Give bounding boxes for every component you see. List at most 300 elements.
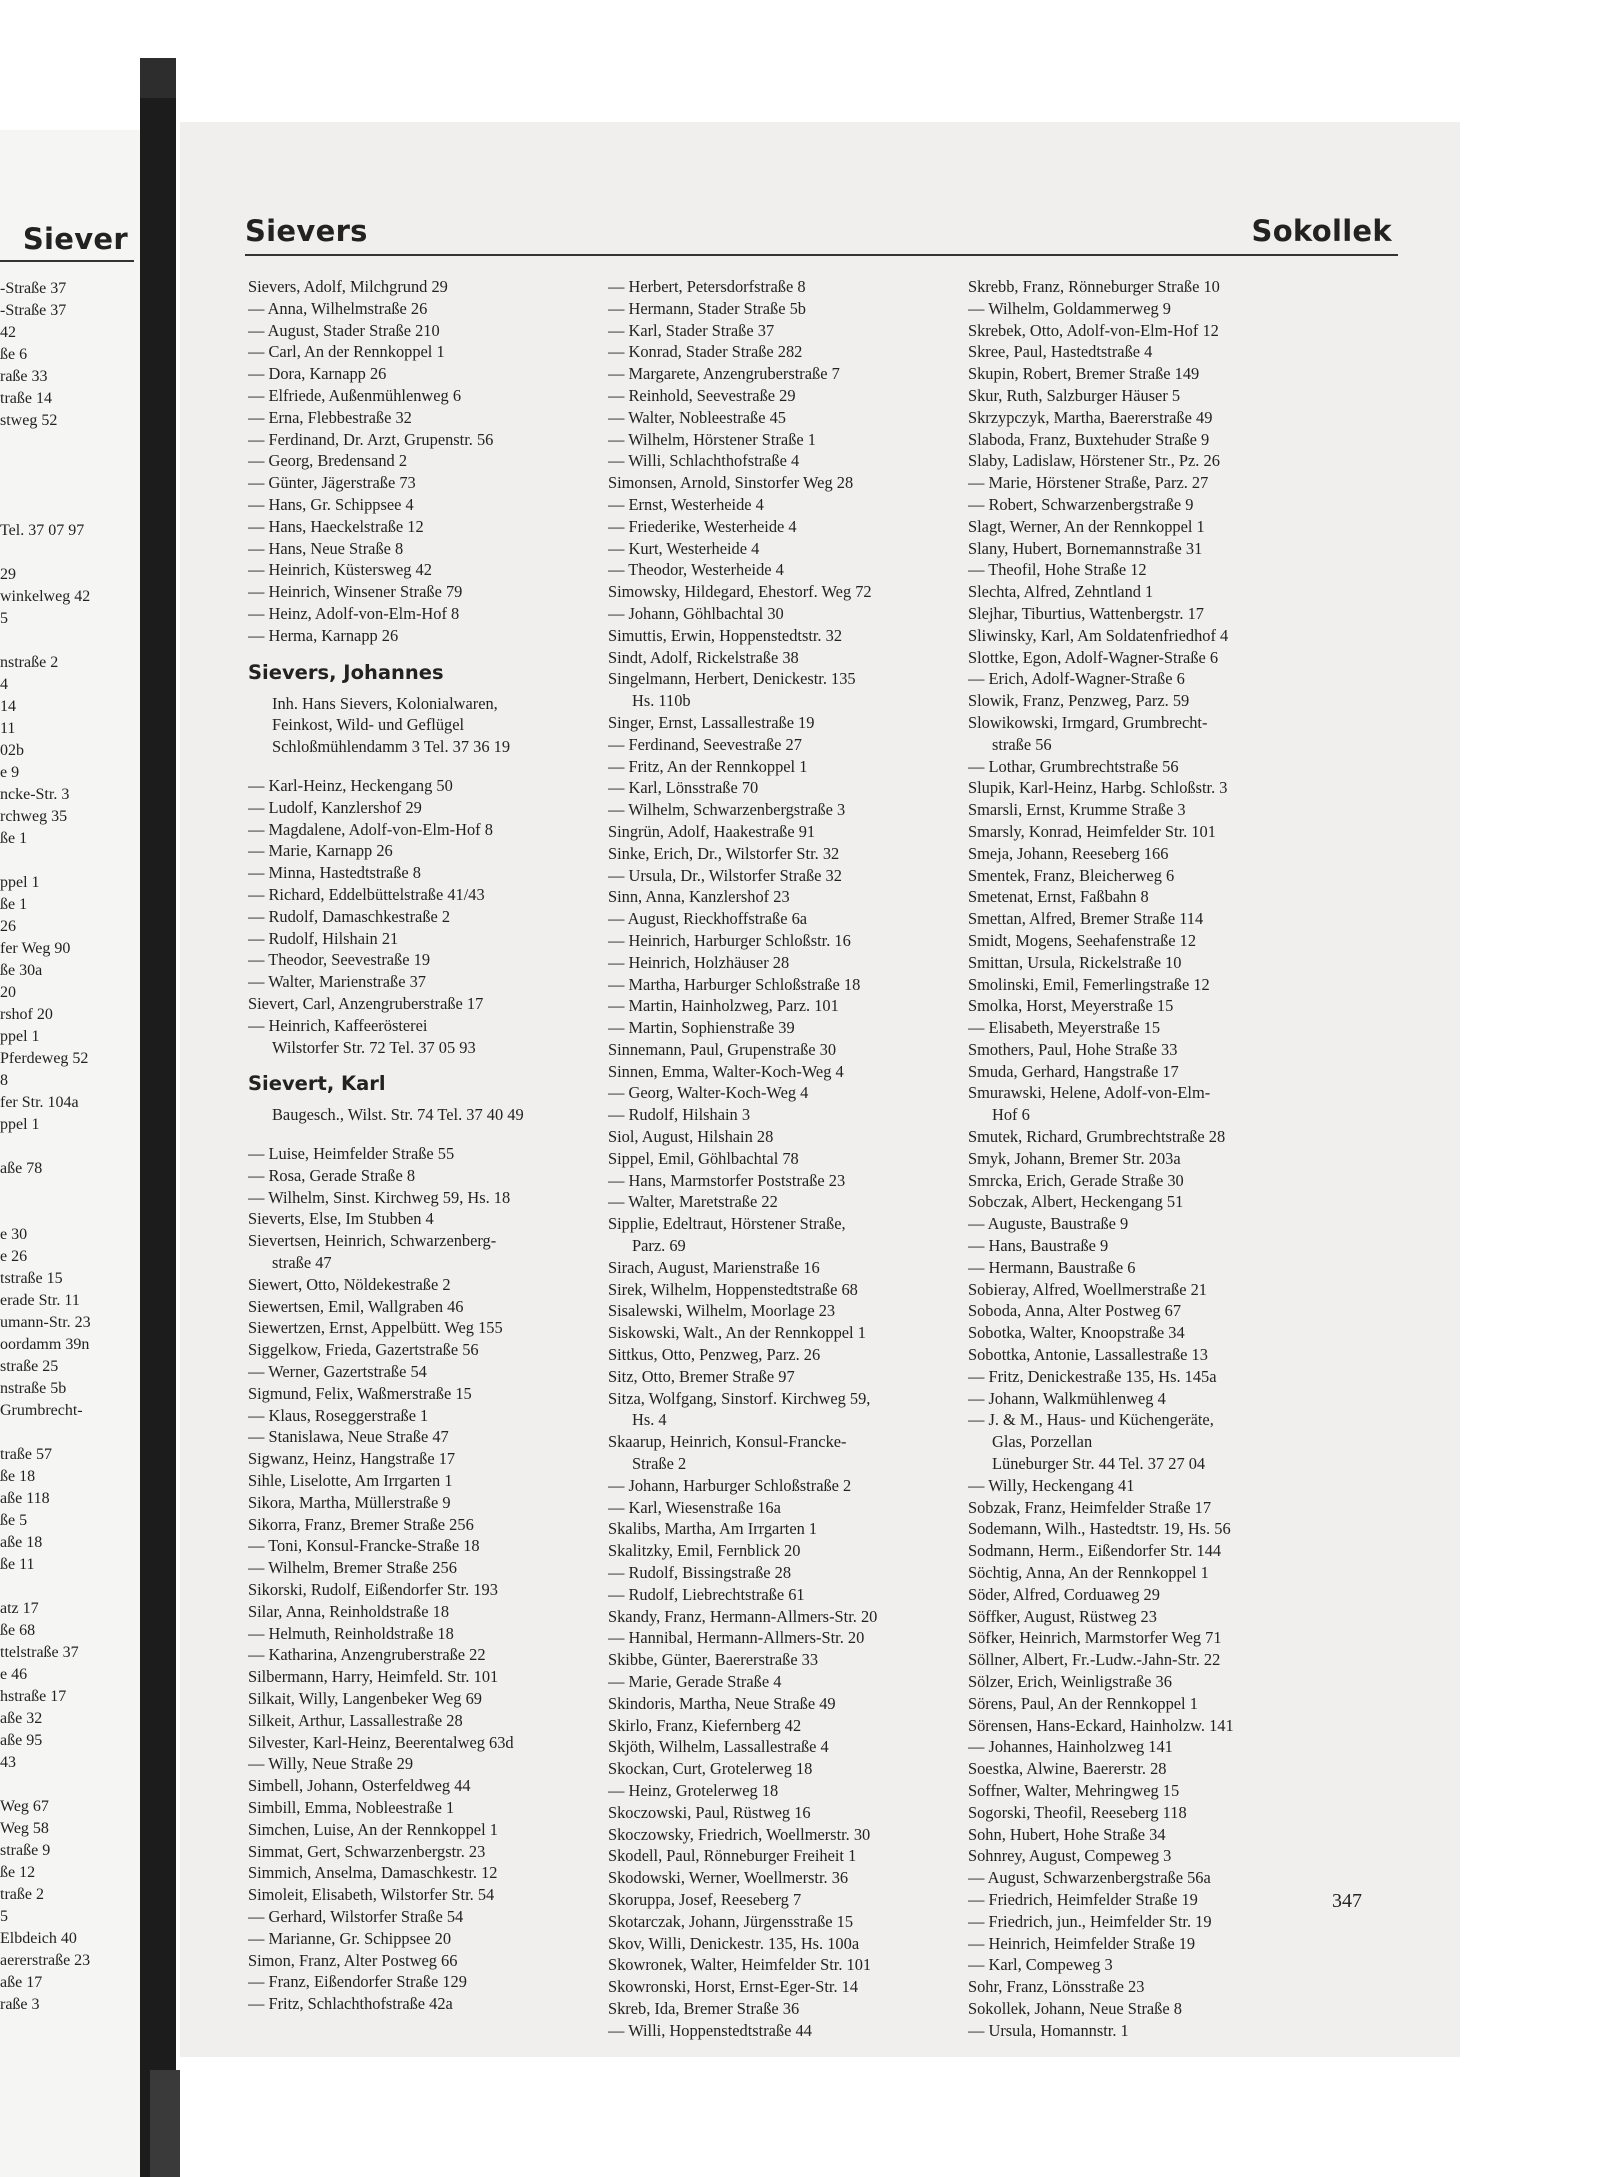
entry-continuation: Lüneburger Str. 44 Tel. 37 27 04 xyxy=(992,1454,1206,1474)
directory-entry: Siewertzen, Ernst, Appelbütt. Weg 155 xyxy=(248,1318,503,1338)
directory-entry: Söchtig, Anna, An der Rennkoppel 1 xyxy=(968,1563,1209,1583)
directory-entry: — Johann, Göhlbachtal 30 xyxy=(608,603,784,623)
previous-page-line: aße 95 xyxy=(0,1732,43,1749)
directory-entry: Skaarup, Heinrich, Konsul-Francke- xyxy=(608,1432,847,1452)
directory-entry: Silar, Anna, Reinholdstraße 18 xyxy=(248,1601,450,1621)
directory-entry: Skodell, Paul, Rönneburger Freiheit 1 xyxy=(608,1846,857,1866)
section-heading: Sievert, Karl xyxy=(248,1072,386,1096)
directory-entry: — Ernst, Westerheide 4 xyxy=(608,494,764,514)
directory-entry: Sigwanz, Heinz, Hangstraße 17 xyxy=(248,1449,456,1469)
directory-entry: Söfker, Heinrich, Marmstorfer Weg 71 xyxy=(968,1628,1222,1648)
directory-entry: — Karl, Lönsstraße 70 xyxy=(608,778,759,798)
previous-page-line: rchweg 35 xyxy=(0,808,68,825)
previous-page-line: fer Str. 104a xyxy=(0,1094,79,1111)
previous-page-line: Weg 58 xyxy=(0,1820,49,1837)
directory-entry: Sirach, August, Marienstraße 16 xyxy=(608,1257,820,1277)
directory-entry: — Willi, Schlachthofstraße 4 xyxy=(608,451,800,471)
header-left-keyword: Sievers xyxy=(245,214,368,248)
directory-entry: Sobottka, Antonie, Lassallestraße 13 xyxy=(968,1345,1208,1365)
header-right-keyword: Sokollek xyxy=(1251,214,1392,248)
previous-page-line: ppel 1 xyxy=(0,1116,40,1133)
directory-entry: Slowikowski, Irmgard, Grumbrecht- xyxy=(968,712,1208,732)
directory-entry: Smeja, Johann, Reeseberg 166 xyxy=(968,843,1169,863)
directory-entry: — Dora, Karnapp 26 xyxy=(248,364,387,384)
directory-entry: — Heinrich, Küstersweg 42 xyxy=(248,560,432,580)
directory-entry: Sitza, Wolfgang, Sinstorf. Kirchweg 59, xyxy=(608,1388,871,1408)
directory-entry: — Heinz, Grotelerweg 18 xyxy=(608,1780,779,1800)
directory-entry: Sievertsen, Heinrich, Schwarzenberg- xyxy=(248,1231,497,1251)
directory-entry: Simchen, Luise, An der Rennkoppel 1 xyxy=(248,1819,498,1839)
previous-page-line: ße 11 xyxy=(0,1556,35,1573)
previous-page-heading: Siever xyxy=(22,222,128,256)
directory-entry: — Ferdinand, Dr. Arzt, Grupenstr. 56 xyxy=(248,429,494,449)
directory-entry: Slany, Hubert, Bornemannstraße 31 xyxy=(968,538,1203,558)
directory-entry: Sikorski, Rudolf, Eißendorfer Str. 193 xyxy=(248,1580,498,1600)
directory-entry: Sirek, Wilhelm, Hoppenstedtstraße 68 xyxy=(608,1279,858,1299)
directory-entry: — Ludolf, Kanzlershof 29 xyxy=(248,797,422,817)
directory-entry: — Georg, Walter-Koch-Weg 4 xyxy=(608,1083,809,1103)
directory-entry: Sipplie, Edeltraut, Hörstener Straße, xyxy=(608,1214,846,1234)
previous-page-line xyxy=(0,498,136,520)
directory-entry: Sogorski, Theofil, Reeseberg 118 xyxy=(968,1802,1187,1822)
directory-entry: Skupin, Robert, Bremer Straße 149 xyxy=(968,364,1200,384)
directory-entry: Skoczowsky, Friedrich, Woellmerstr. 30 xyxy=(608,1824,871,1844)
directory-entry: — Walter, Maretstraße 22 xyxy=(608,1192,778,1212)
previous-page-line: raße 3 xyxy=(0,1996,40,2013)
directory-entry: Silkait, Willy, Langenbeker Weg 69 xyxy=(248,1689,482,1709)
directory-entry: Skrebb, Franz, Rönneburger Straße 10 xyxy=(968,277,1220,296)
directory-entry: Smarsly, Konrad, Heimfelder Str. 101 xyxy=(968,821,1216,841)
directory-entry: — Hans, Gr. Schippsee 4 xyxy=(248,494,414,514)
previous-page-line: aße 17 xyxy=(0,1974,43,1991)
directory-entry: — Hans, Marmstorfer Poststraße 23 xyxy=(608,1170,846,1190)
previous-page-line: aße 32 xyxy=(0,1710,43,1727)
directory-entry: Skowronski, Horst, Ernst-Eger-Str. 14 xyxy=(608,1977,859,1997)
directory-entry: — Walter, Nobleestraße 45 xyxy=(608,407,786,427)
previous-page-line xyxy=(0,1180,136,1202)
directory-entry: Silkeit, Arthur, Lassallestraße 28 xyxy=(248,1710,463,1730)
directory-entry: Skalitzky, Emil, Fernblick 20 xyxy=(608,1541,801,1561)
entry-continuation: Parz. 69 xyxy=(632,1236,686,1256)
directory-entry: Slechta, Alfred, Zehntland 1 xyxy=(968,582,1154,602)
directory-entry: — Johann, Walkmühlenweg 4 xyxy=(968,1388,1166,1408)
directory-entry: — Wilhelm, Sinst. Kirchweg 59, Hs. 18 xyxy=(248,1187,511,1207)
directory-entry: — Hermann, Stader Straße 5b xyxy=(608,298,807,318)
directory-entry: — Heinrich, Harburger Schloßstr. 16 xyxy=(608,930,851,950)
directory-entry: Skoczowski, Paul, Rüstweg 16 xyxy=(608,1802,811,1822)
directory-entry: Singer, Ernst, Lassallestraße 19 xyxy=(608,712,815,732)
directory-entry: Skockan, Curt, Grotelerweg 18 xyxy=(608,1759,813,1779)
directory-entry: Silvester, Karl-Heinz, Beerentalweg 63d xyxy=(248,1732,514,1752)
directory-entry: Skindoris, Martha, Neue Straße 49 xyxy=(608,1693,836,1713)
directory-entry: — Hans, Neue Straße 8 xyxy=(248,538,404,558)
directory-entry: — Heinz, Adolf-von-Elm-Hof 8 xyxy=(248,603,460,623)
directory-entry: — Georg, Bredensand 2 xyxy=(248,451,408,471)
entry-continuation: Hs. 110b xyxy=(632,691,691,711)
directory-entry: Slupik, Karl-Heinz, Harbg. Schloßstr. 3 xyxy=(968,778,1228,798)
directory-entry: — Heinrich, Heimfelder Straße 19 xyxy=(968,1933,1196,1953)
book-binding xyxy=(140,58,176,2177)
previous-page-line xyxy=(0,1774,136,1796)
directory-entry: Sitz, Otto, Bremer Straße 97 xyxy=(608,1366,795,1386)
directory-entry: Sigmund, Felix, Waßmerstraße 15 xyxy=(248,1383,472,1403)
directory-entry: Sisalewski, Wilhelm, Moorlage 23 xyxy=(608,1301,836,1321)
directory-entry: Skrebek, Otto, Adolf-von-Elm-Hof 12 xyxy=(968,320,1219,340)
previous-page-line xyxy=(0,432,136,454)
previous-page-line: 42 xyxy=(0,324,16,341)
previous-page-line: 11 xyxy=(0,720,16,737)
directory-entry: — Minna, Hastedtstraße 8 xyxy=(248,863,421,883)
directory-page xyxy=(180,122,1460,2057)
previous-page-line: rshof 20 xyxy=(0,1006,53,1023)
directory-entry: Silbermann, Harry, Heimfeld. Str. 101 xyxy=(248,1667,499,1687)
directory-entry: — Klaus, Roseggerstraße 1 xyxy=(248,1405,429,1425)
directory-entry: — Helmuth, Reinholdstraße 18 xyxy=(248,1623,454,1643)
directory-entry: — Anna, Wilhelmstraße 26 xyxy=(248,298,428,318)
directory-entry: — Hermann, Baustraße 6 xyxy=(968,1257,1136,1277)
directory-entry: — Wilhelm, Goldammerweg 9 xyxy=(968,298,1171,318)
directory-entry: Slagt, Werner, An der Rennkoppel 1 xyxy=(968,516,1205,536)
directory-entry: Skrzypczyk, Martha, Baererstraße 49 xyxy=(968,407,1213,427)
directory-entry: Sindt, Adolf, Rickelstraße 38 xyxy=(608,647,799,667)
directory-entry: Sieverts, Else, Im Stubben 4 xyxy=(248,1209,434,1229)
previous-page-line: raße 33 xyxy=(0,368,48,385)
previous-page-line: 5 xyxy=(0,1908,8,1925)
directory-entry: Slottke, Egon, Adolf-Wagner-Straße 6 xyxy=(968,647,1219,667)
directory-entry: Smettan, Alfred, Bremer Straße 114 xyxy=(968,909,1204,929)
directory-entry: Simon, Franz, Alter Postweg 66 xyxy=(248,1950,458,1970)
directory-entry: Singelmann, Herbert, Denickestr. 135 xyxy=(608,669,856,689)
directory-entry: — Ursula, Dr., Wilstorfer Straße 32 xyxy=(608,865,842,885)
directory-entry: Sohn, Hubert, Hohe Straße 34 xyxy=(968,1824,1166,1844)
previous-page-line: tstraße 15 xyxy=(0,1270,63,1287)
directory-column-1 xyxy=(248,276,601,2015)
entry-continuation: Straße 2 xyxy=(632,1454,687,1474)
directory-entry: — Franz, Eißendorfer Straße 129 xyxy=(248,1972,467,1992)
directory-entry: — Friedrich, jun., Heimfelder Str. 19 xyxy=(968,1911,1212,1931)
directory-entry: Sörensen, Hans-Eckard, Hainholzw. 141 xyxy=(968,1715,1234,1735)
previous-page-line: ße 1 xyxy=(0,830,28,847)
previous-page-header-rule xyxy=(0,260,134,262)
directory-entry: — Werner, Gazertstraße 54 xyxy=(248,1362,427,1382)
directory-entry: — Richard, Eddelbüttelstraße 41/43 xyxy=(248,884,485,904)
previous-page-line: 8 xyxy=(0,1072,8,1089)
directory-entry: Sievers, Adolf, Milchgrund 29 xyxy=(248,277,448,296)
directory-entry: — Martha, Harburger Schloßstraße 18 xyxy=(608,974,861,994)
previous-page-line: ße 30a xyxy=(0,962,43,979)
previous-page-line: ppel 1 xyxy=(0,1028,40,1045)
directory-entry: — Martin, Sophienstraße 39 xyxy=(608,1018,795,1038)
directory-entry: — Willy, Neue Straße 29 xyxy=(248,1754,414,1774)
previous-page-line: traße 14 xyxy=(0,390,52,407)
directory-entry: — Konrad, Stader Straße 282 xyxy=(608,342,803,362)
directory-entry: — Rudolf, Bissingstraße 28 xyxy=(608,1563,792,1583)
directory-entry: Sittkus, Otto, Penzweg, Parz. 26 xyxy=(608,1345,821,1365)
directory-entry: — Marie, Hörstener Straße, Parz. 27 xyxy=(968,473,1209,493)
directory-entry: Simowsky, Hildegard, Ehestorf. Weg 72 xyxy=(608,582,872,602)
directory-entry: — Luise, Heimfelder Straße 55 xyxy=(248,1144,455,1164)
directory-entry: — Marianne, Gr. Schippsee 20 xyxy=(248,1928,452,1948)
previous-page-line: ppel 1 xyxy=(0,874,40,891)
previous-page-line: aße 18 xyxy=(0,1534,43,1551)
directory-entry: — Johann, Harburger Schloßstraße 2 xyxy=(608,1475,852,1495)
previous-page-line xyxy=(0,1202,136,1224)
previous-page-line: ttelstraße 37 xyxy=(0,1644,79,1661)
directory-entry: Simbill, Emma, Nobleestraße 1 xyxy=(248,1798,455,1817)
entry-continuation: Hs. 4 xyxy=(632,1410,667,1430)
directory-entry: Söllner, Albert, Fr.-Ludw.-Jahn-Str. 22 xyxy=(968,1650,1221,1670)
previous-page-line: stweg 52 xyxy=(0,412,58,429)
directory-entry: — Theodor, Westerheide 4 xyxy=(608,560,784,580)
directory-entry: Simuttis, Erwin, Hoppenstedtstr. 32 xyxy=(608,625,843,645)
directory-entry: Smentek, Franz, Bleicherweg 6 xyxy=(968,865,1175,885)
previous-page-line: traße 2 xyxy=(0,1886,44,1903)
directory-entry: — Magdalene, Adolf-von-Elm-Hof 8 xyxy=(248,819,493,839)
previous-page-line: nstraße 2 xyxy=(0,654,59,671)
previous-page-line: aererstraße 23 xyxy=(0,1952,91,1969)
directory-entry: — Fritz, An der Rennkoppel 1 xyxy=(608,756,808,776)
directory-entry: Sobzak, Franz, Heimfelder Straße 17 xyxy=(968,1497,1212,1517)
previous-page-line: fer Weg 90 xyxy=(0,940,71,957)
directory-entry: — August, Stader Straße 210 xyxy=(248,320,440,340)
previous-page-line: ße 18 xyxy=(0,1468,36,1485)
directory-entry: Skowronek, Walter, Heimfelder Str. 101 xyxy=(608,1955,872,1975)
previous-page-line: 02b xyxy=(0,742,24,759)
directory-entry: — August, Rieckhoffstraße 6a xyxy=(608,909,808,929)
directory-entry: — Erna, Flebbestraße 32 xyxy=(248,407,412,427)
directory-entry: — Toni, Konsul-Francke-Straße 18 xyxy=(248,1536,480,1556)
previous-page-line: e 26 xyxy=(0,1248,28,1265)
previous-page-line xyxy=(0,1576,136,1598)
previous-page-line: -Straße 37 xyxy=(0,302,67,319)
directory-entry: Skotarczak, Johann, Jürgensstraße 15 xyxy=(608,1911,854,1931)
directory-entry: — Rudolf, Hilshain 3 xyxy=(608,1105,751,1125)
directory-entry: — Katharina, Anzengruberstraße 22 xyxy=(248,1645,486,1665)
previous-page-line xyxy=(0,454,136,476)
previous-page-line: aße 118 xyxy=(0,1490,50,1507)
header-rule xyxy=(245,254,1398,256)
directory-entry: — Heinrich, Kaffeerösterei xyxy=(248,1015,428,1035)
entry-spacer xyxy=(248,1126,601,1143)
directory-entry: — Rosa, Gerade Straße 8 xyxy=(248,1165,416,1185)
directory-entry: Smuda, Gerhard, Hangstraße 17 xyxy=(968,1061,1179,1081)
directory-entry: Smothers, Paul, Hohe Straße 33 xyxy=(968,1039,1178,1059)
directory-entry: — Ferdinand, Seevestraße 27 xyxy=(608,734,802,754)
directory-entry: — Hans, Baustraße 9 xyxy=(968,1236,1109,1256)
previous-page-line: ncke-Str. 3 xyxy=(0,786,70,803)
book-binding-bottom xyxy=(150,2070,180,2177)
directory-entry: — Stanislawa, Neue Straße 47 xyxy=(248,1427,449,1447)
directory-entry: — Reinhold, Seevestraße 29 xyxy=(608,385,796,405)
directory-entry: Sobotka, Walter, Knoopstraße 34 xyxy=(968,1323,1185,1343)
directory-entry: Soestka, Alwine, Baererstr. 28 xyxy=(968,1759,1167,1779)
directory-entry: — Heinrich, Winsener Straße 79 xyxy=(248,582,463,602)
directory-entry: Sikora, Martha, Müllerstraße 9 xyxy=(248,1492,451,1512)
previous-page-line: e 9 xyxy=(0,764,20,781)
directory-entry: — Rudolf, Hilshain 21 xyxy=(248,928,399,948)
previous-page-line xyxy=(0,630,136,652)
directory-entry: Sinnemann, Paul, Grupenstraße 30 xyxy=(608,1039,837,1059)
directory-entry: — Walter, Marienstraße 37 xyxy=(248,972,426,992)
directory-entry: — Karl, Stader Straße 37 xyxy=(608,320,775,340)
directory-entry: Sinke, Erich, Dr., Wilstorfer Str. 32 xyxy=(608,843,840,863)
directory-entry: Slejhar, Tiburtius, Wattenbergstr. 17 xyxy=(968,603,1204,623)
directory-entry: — Gerhard, Wilstorfer Straße 54 xyxy=(248,1906,464,1926)
directory-entry: Söffker, August, Rüstweg 23 xyxy=(968,1606,1157,1626)
directory-entry: — Hannibal, Hermann-Allmers-Str. 20 xyxy=(608,1628,865,1648)
directory-entry: — Johannes, Hainholzweg 141 xyxy=(968,1737,1173,1757)
directory-entry: — Friederike, Westerheide 4 xyxy=(608,516,797,536)
previous-page-line: ße 1 xyxy=(0,896,28,913)
directory-entry: — Marie, Karnapp 26 xyxy=(248,841,393,861)
entry-continuation: Baugesch., Wilst. Str. 74 Tel. 37 40 49 xyxy=(272,1105,524,1125)
directory-entry: Sobieray, Alfred, Woellmerstraße 21 xyxy=(968,1279,1208,1299)
directory-entry: — Willy, Heckengang 41 xyxy=(968,1475,1135,1495)
previous-page-line: Elbdeich 40 xyxy=(0,1930,77,1947)
previous-page-line: aße 78 xyxy=(0,1160,43,1177)
directory-entry: Soboda, Anna, Alter Postweg 67 xyxy=(968,1301,1182,1321)
directory-entry: — Carl, An der Rennkoppel 1 xyxy=(248,342,445,362)
entry-continuation: Schloßmühlendamm 3 Tel. 37 36 19 xyxy=(272,737,511,757)
directory-entry: Skur, Ruth, Salzburger Häuser 5 xyxy=(968,385,1181,405)
directory-entry: — Herbert, Petersdorfstraße 8 xyxy=(608,277,806,296)
directory-entry: — Fritz, Denickestraße 135, Hs. 145a xyxy=(968,1366,1217,1386)
previous-page-line: oordamm 39n xyxy=(0,1336,90,1353)
directory-entry: — Lothar, Grumbrechtstraße 56 xyxy=(968,756,1179,776)
directory-entry: — Theofil, Hohe Straße 12 xyxy=(968,560,1147,580)
directory-entry: Skibbe, Günter, Baererstraße 33 xyxy=(608,1650,819,1670)
previous-page-line: Pferdeweg 52 xyxy=(0,1050,89,1067)
directory-entry: — Auguste, Baustraße 9 xyxy=(968,1214,1129,1234)
directory-entry: Slaby, Ladislaw, Hörstener Str., Pz. 26 xyxy=(968,451,1220,471)
directory-entry: Sörens, Paul, An der Rennkoppel 1 xyxy=(968,1693,1198,1713)
directory-entry: Smutek, Richard, Grumbrechtstraße 28 xyxy=(968,1127,1226,1147)
directory-entry: — Günter, Jägerstraße 73 xyxy=(248,473,416,493)
previous-page-line: atz 17 xyxy=(0,1600,39,1617)
directory-entry: — Martin, Hainholzweg, Parz. 101 xyxy=(608,996,839,1016)
directory-entry: Simmat, Gert, Schwarzenbergstr. 23 xyxy=(248,1841,486,1861)
directory-entry: Skalibs, Martha, Am Irrgarten 1 xyxy=(608,1519,818,1539)
directory-entry: Siskowski, Walt., An der Rennkoppel 1 xyxy=(608,1323,866,1343)
directory-entry: Sohnrey, August, Compeweg 3 xyxy=(968,1846,1172,1866)
previous-page-line xyxy=(0,476,136,498)
directory-entry: Sievert, Carl, Anzengruberstraße 17 xyxy=(248,993,484,1013)
directory-entry: — August, Schwarzenbergstraße 56a xyxy=(968,1868,1211,1888)
previous-page-line: umann-Str. 23 xyxy=(0,1314,91,1331)
directory-entry: Skreb, Ida, Bremer Straße 36 xyxy=(608,1998,800,2018)
previous-page-line: 5 xyxy=(0,610,8,627)
previous-page-line: e 30 xyxy=(0,1226,28,1243)
directory-entry: Simoleit, Elisabeth, Wilstorfer Str. 54 xyxy=(248,1885,495,1905)
previous-page-line: -Straße 37 xyxy=(0,280,67,297)
directory-entry: Skjöth, Wilhelm, Lassallestraße 4 xyxy=(608,1737,829,1757)
directory-entry: Simonsen, Arnold, Sinstorfer Weg 28 xyxy=(608,473,854,493)
directory-entry: — Margarete, Anzengruberstraße 7 xyxy=(608,364,840,384)
directory-entry: — Heinrich, Holzhäuser 28 xyxy=(608,952,790,972)
directory-entry: — Marie, Gerade Straße 4 xyxy=(608,1672,782,1691)
entry-continuation: Wilstorfer Str. 72 Tel. 37 05 93 xyxy=(272,1037,476,1057)
directory-entry: Smidt, Mogens, Seehafenstraße 12 xyxy=(968,930,1197,950)
directory-entry: Siggelkow, Frieda, Gazertstraße 56 xyxy=(248,1340,479,1360)
previous-page-line: 43 xyxy=(0,1754,16,1771)
directory-entry: — Fritz, Schlachthofstraße 42a xyxy=(248,1994,453,2014)
section-heading: Sievers, Johannes xyxy=(248,660,444,684)
entry-continuation: Feinkost, Wild- und Geflügel xyxy=(272,715,465,735)
directory-entry: Skirlo, Franz, Kiefernberg 42 xyxy=(608,1715,802,1735)
previous-page-line xyxy=(0,850,136,872)
directory-entry: Sihle, Liselotte, Am Irrgarten 1 xyxy=(248,1471,453,1491)
directory-entry: Skandy, Franz, Hermann-Allmers-Str. 20 xyxy=(608,1606,878,1626)
previous-page-line: hstraße 17 xyxy=(0,1688,67,1705)
previous-page-line: 20 xyxy=(0,984,16,1001)
directory-entry: Slaboda, Franz, Buxtehuder Straße 9 xyxy=(968,429,1210,449)
entry-spacer xyxy=(248,758,601,775)
directory-entry: Singrün, Adolf, Haakestraße 91 xyxy=(608,821,816,841)
directory-entry: — Rudolf, Liebrechtstraße 61 xyxy=(608,1584,805,1604)
directory-entry: — Erich, Adolf-Wagner-Straße 6 xyxy=(968,669,1185,689)
directory-entry: Smyk, Johann, Bremer Str. 203a xyxy=(968,1148,1181,1168)
directory-entry: Smurawski, Helene, Adolf-von-Elm- xyxy=(968,1083,1211,1103)
directory-entry: — Elfriede, Außenmühlenweg 6 xyxy=(248,385,462,405)
directory-entry: — Karl, Compeweg 3 xyxy=(968,1955,1113,1975)
directory-entry: Skov, Willi, Denickestr. 135, Hs. 100a xyxy=(608,1933,860,1953)
directory-entry: Sokollek, Johann, Neue Straße 8 xyxy=(968,1998,1182,2018)
previous-page-line: Grumbrecht- xyxy=(0,1402,83,1419)
directory-entry: Skree, Paul, Hastedtstraße 4 xyxy=(968,342,1153,362)
previous-page-line: traße 57 xyxy=(0,1446,52,1463)
directory-entry: — Willi, Hoppenstedtstraße 44 xyxy=(608,2020,812,2040)
directory-entry: Skoruppa, Josef, Reeseberg 7 xyxy=(608,1889,802,1909)
directory-entry: Sobczak, Albert, Heckengang 51 xyxy=(968,1192,1184,1212)
page-number: 347 xyxy=(1332,1890,1362,1912)
previous-page-line xyxy=(0,1136,136,1158)
directory-entry: Sinnen, Emma, Walter-Koch-Weg 4 xyxy=(608,1061,844,1081)
previous-page-line: 26 xyxy=(0,918,16,935)
directory-entry: — Robert, Schwarzenbergstraße 9 xyxy=(968,494,1194,514)
entry-continuation: Inh. Hans Sievers, Kolonialwaren, xyxy=(272,693,498,713)
entry-continuation: straße 56 xyxy=(992,734,1052,754)
entry-continuation: straße 47 xyxy=(272,1253,332,1273)
directory-entry: Sodmann, Herm., Eißendorfer Str. 144 xyxy=(968,1541,1222,1561)
book-binding-top xyxy=(140,58,176,98)
directory-entry: Söder, Alfred, Corduaweg 29 xyxy=(968,1584,1160,1604)
directory-entry: — Wilhelm, Bremer Straße 256 xyxy=(248,1558,457,1578)
directory-entry: Siewert, Otto, Nöldekestraße 2 xyxy=(248,1274,451,1294)
entry-continuation: Hof 6 xyxy=(992,1105,1030,1125)
directory-entry: Smarsli, Ernst, Krumme Straße 3 xyxy=(968,800,1186,820)
directory-entry: Slowik, Franz, Penzweg, Parz. 59 xyxy=(968,691,1190,711)
directory-entry: — Friedrich, Heimfelder Straße 19 xyxy=(968,1889,1198,1909)
directory-entry: Smetenat, Ernst, Faßbahn 8 xyxy=(968,887,1149,907)
previous-page-fragment xyxy=(0,130,140,2177)
directory-column-3 xyxy=(968,276,1321,2042)
directory-entry: Soffner, Walter, Mehringweg 15 xyxy=(968,1780,1180,1800)
directory-entry: Simbell, Johann, Osterfeldweg 44 xyxy=(248,1776,471,1796)
directory-entry: Sikorra, Franz, Bremer Straße 256 xyxy=(248,1514,474,1534)
directory-entry: Sippel, Emil, Göhlbachtal 78 xyxy=(608,1148,799,1168)
directory-entry: Smrcka, Erich, Gerade Straße 30 xyxy=(968,1170,1184,1190)
directory-entry: — Hans, Haeckelstraße 12 xyxy=(248,516,424,536)
directory-entry: — Elisabeth, Meyerstraße 15 xyxy=(968,1018,1161,1038)
previous-page-line: Tel. 37 07 97 xyxy=(0,522,85,539)
previous-page-lines xyxy=(0,278,136,2016)
directory-entry: Sinn, Anna, Kanzlershof 23 xyxy=(608,887,790,907)
directory-entry: Siewertsen, Emil, Wallgraben 46 xyxy=(248,1296,464,1316)
directory-entry: — Theodor, Seevestraße 19 xyxy=(248,950,431,970)
previous-page-line: straße 9 xyxy=(0,1842,51,1859)
previous-page-line: erade Str. 11 xyxy=(0,1292,80,1309)
entry-continuation: Glas, Porzellan xyxy=(992,1432,1093,1452)
